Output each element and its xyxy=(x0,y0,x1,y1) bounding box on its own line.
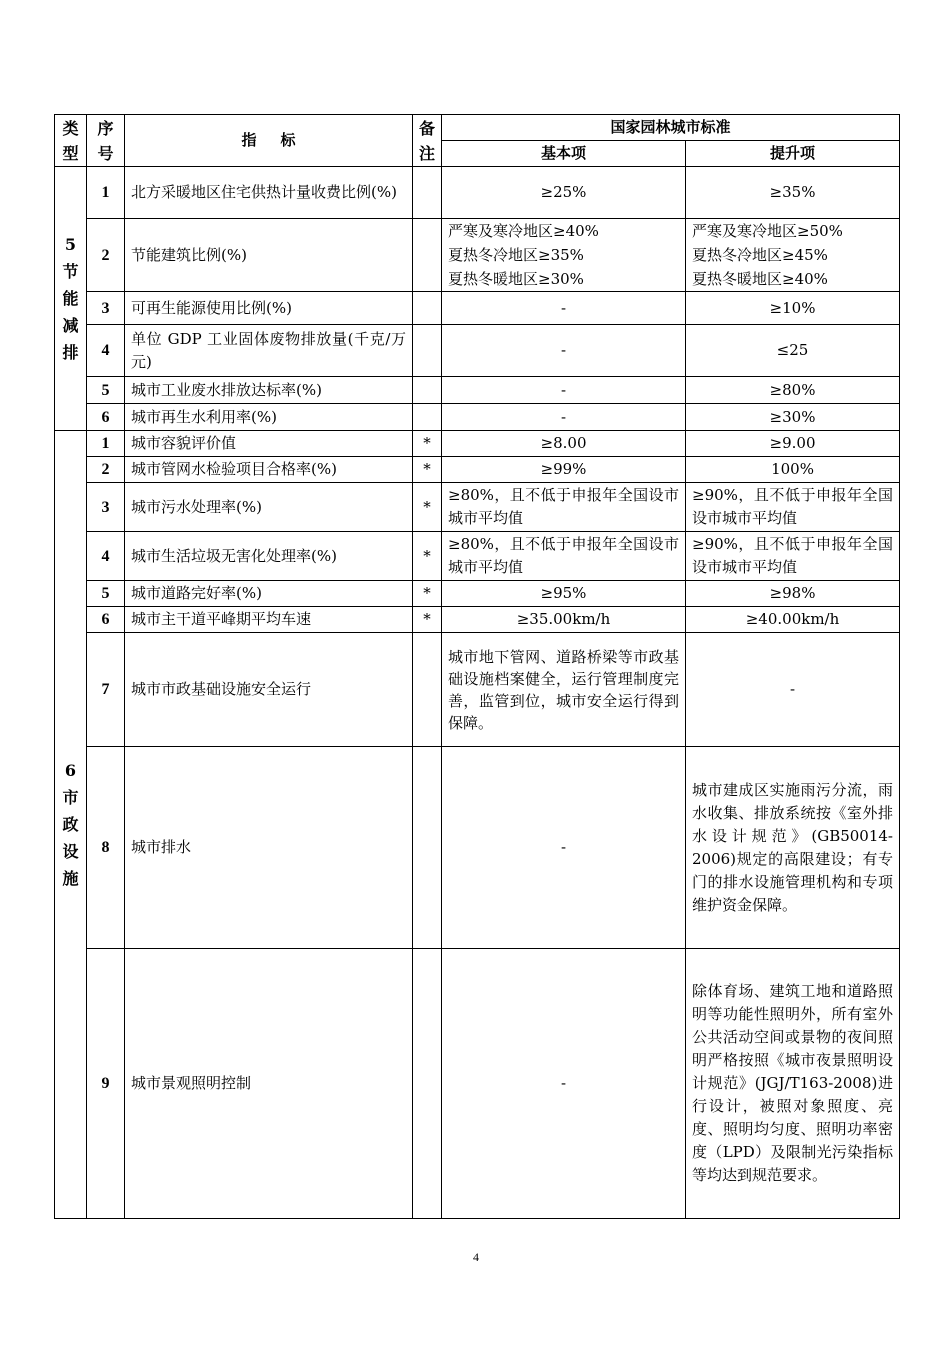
basic-cell: 城市地下管网、道路桥梁等市政基础设施档案健全，运行管理制度完善，监管到位，城市安全运行得到保障。 xyxy=(442,633,686,747)
note-cell xyxy=(413,219,442,292)
upgrade-line: 夏热冬暖地区≥40% xyxy=(692,270,828,288)
standards-table xyxy=(54,114,900,1219)
indicator-cell: 城市市政基础设施安全运行 xyxy=(125,633,413,747)
row-number: 9 xyxy=(87,949,125,1219)
indicator-cell: 城市景观照明控制 xyxy=(125,949,413,1219)
upgrade-cell: ≥80% xyxy=(686,377,900,404)
upgrade-cell: ≥35% xyxy=(686,167,900,219)
indicator-cell: 城市生活垃圾无害化处理率(%) xyxy=(125,532,413,581)
table-row xyxy=(55,747,900,949)
note-cell xyxy=(413,167,442,219)
row-number: 7 xyxy=(87,633,125,747)
indicator-cell: 城市主干道平峰期平均车速 xyxy=(125,607,413,633)
row-number: 6 xyxy=(87,404,125,431)
header-standard: 国家园林城市标准 xyxy=(442,115,900,141)
note-cell: * xyxy=(413,607,442,633)
indicator-cell: 城市污水处理率(%) xyxy=(125,483,413,532)
row-number: 3 xyxy=(87,292,125,325)
note-cell: * xyxy=(413,532,442,581)
basic-cell: ≥35.00km/h xyxy=(442,607,686,633)
note-cell xyxy=(413,633,442,747)
table-row xyxy=(55,581,900,607)
header-type: 类型 xyxy=(55,115,87,167)
basic-cell xyxy=(442,219,686,292)
upgrade-cell: ≥10% xyxy=(686,292,900,325)
row-number: 2 xyxy=(87,219,125,292)
upgrade-cell: ≥30% xyxy=(686,404,900,431)
table-row xyxy=(55,167,900,219)
basic-cell: ≥8.00 xyxy=(442,431,686,457)
table-row xyxy=(55,404,900,431)
table-row xyxy=(55,292,900,325)
basic-cell: ≥80%，且不低于申报年全国设市城市平均值 xyxy=(442,483,686,532)
note-cell xyxy=(413,747,442,949)
table-row xyxy=(55,325,900,377)
table-row xyxy=(55,633,900,747)
table-row xyxy=(55,532,900,581)
row-number: 6 xyxy=(87,607,125,633)
note-cell: * xyxy=(413,483,442,532)
indicator-cell: 城市管网水检验项目合格率(%) xyxy=(125,457,413,483)
basic-cell: - xyxy=(442,949,686,1219)
basic-cell: ≥25% xyxy=(442,167,686,219)
basic-cell: - xyxy=(442,292,686,325)
indicator-cell: 北方采暖地区住宅供热计量收费比例(%) xyxy=(125,167,413,219)
row-number: 1 xyxy=(87,431,125,457)
row-number: 1 xyxy=(87,167,125,219)
indicator-cell: 单位 GDP 工业固体废物排放量(千克/万元) xyxy=(125,325,413,377)
indicator-cell: 城市道路完好率(%) xyxy=(125,581,413,607)
note-cell xyxy=(413,292,442,325)
upgrade-cell: 城市建成区实施雨污分流，雨水收集、排放系统按《室外排水设计规范》(GB50014-2006)规定的高限建设；有专门的排水设施管理机构和专项维护资金保障。 xyxy=(686,747,900,949)
header-basic: 基本项 xyxy=(442,141,686,167)
upgrade-cell: ≥90%，且不低于申报年全国设市城市平均值 xyxy=(686,483,900,532)
note-cell xyxy=(413,404,442,431)
upgrade-line: 夏热冬冷地区≥45% xyxy=(692,246,828,264)
header-upgrade: 提升项 xyxy=(686,141,900,167)
indicator-cell: 城市再生水利用率(%) xyxy=(125,404,413,431)
header-indicator: 指标 xyxy=(125,115,413,167)
note-cell xyxy=(413,949,442,1219)
table-row xyxy=(55,219,900,292)
indicator-cell: 节能建筑比例(%) xyxy=(125,219,413,292)
upgrade-cell: ≥40.00km/h xyxy=(686,607,900,633)
note-cell xyxy=(413,377,442,404)
basic-cell: - xyxy=(442,377,686,404)
header-note: 备注 xyxy=(413,115,442,167)
upgrade-cell: 除体育场、建筑工地和道路照明等功能性照明外，所有室外公共活动空间或景物的夜间照明严格按照《城市夜景照明设计规范》(JGJ/T163-2008)进行设计，被照对象照度、亮度、照明均匀度、照明功率密度（LPD）及限制光污染指标等均达到规范要求。 xyxy=(686,949,900,1219)
row-number: 5 xyxy=(87,581,125,607)
upgrade-cell: ≤25 xyxy=(686,325,900,377)
upgrade-line: 严寒及寒冷地区≥50% xyxy=(692,222,843,240)
indicator-cell: 可再生能源使用比例(%) xyxy=(125,292,413,325)
table-row xyxy=(55,457,900,483)
section-label-6: 6市政设施 xyxy=(55,431,87,1219)
page-number: 4 xyxy=(473,1250,479,1264)
note-cell: * xyxy=(413,457,442,483)
basic-line: 严寒及寒冷地区≥40% xyxy=(448,222,599,240)
table-row xyxy=(55,377,900,404)
table-row xyxy=(55,483,900,532)
header-no: 序号 xyxy=(87,115,125,167)
row-number: 3 xyxy=(87,483,125,532)
note-cell: * xyxy=(413,431,442,457)
upgrade-cell: ≥9.00 xyxy=(686,431,900,457)
table-row xyxy=(55,431,900,457)
note-cell xyxy=(413,325,442,377)
indicator-cell: 城市容貌评价值 xyxy=(125,431,413,457)
basic-cell: ≥99% xyxy=(442,457,686,483)
upgrade-cell: ≥90%，且不低于申报年全国设市城市平均值 xyxy=(686,532,900,581)
row-number: 4 xyxy=(87,325,125,377)
table-row xyxy=(55,607,900,633)
basic-cell: ≥95% xyxy=(442,581,686,607)
basic-line: 夏热冬暖地区≥30% xyxy=(448,270,584,288)
upgrade-cell xyxy=(686,219,900,292)
table-row xyxy=(55,949,900,1219)
upgrade-cell: 100% xyxy=(686,457,900,483)
basic-cell: - xyxy=(442,404,686,431)
row-number: 2 xyxy=(87,457,125,483)
basic-line: 夏热冬冷地区≥35% xyxy=(448,246,584,264)
note-cell: * xyxy=(413,581,442,607)
row-number: 5 xyxy=(87,377,125,404)
basic-cell: ≥80%，且不低于申报年全国设市城市平均值 xyxy=(442,532,686,581)
row-number: 4 xyxy=(87,532,125,581)
upgrade-cell: - xyxy=(686,633,900,747)
header-row-1 xyxy=(55,115,900,141)
indicator-cell: 城市排水 xyxy=(125,747,413,949)
basic-cell: - xyxy=(442,325,686,377)
section-label-5: 5节能减排 xyxy=(55,167,87,431)
row-number: 8 xyxy=(87,747,125,949)
basic-cell: - xyxy=(442,747,686,949)
upgrade-cell: ≥98% xyxy=(686,581,900,607)
indicator-cell: 城市工业废水排放达标率(%) xyxy=(125,377,413,404)
